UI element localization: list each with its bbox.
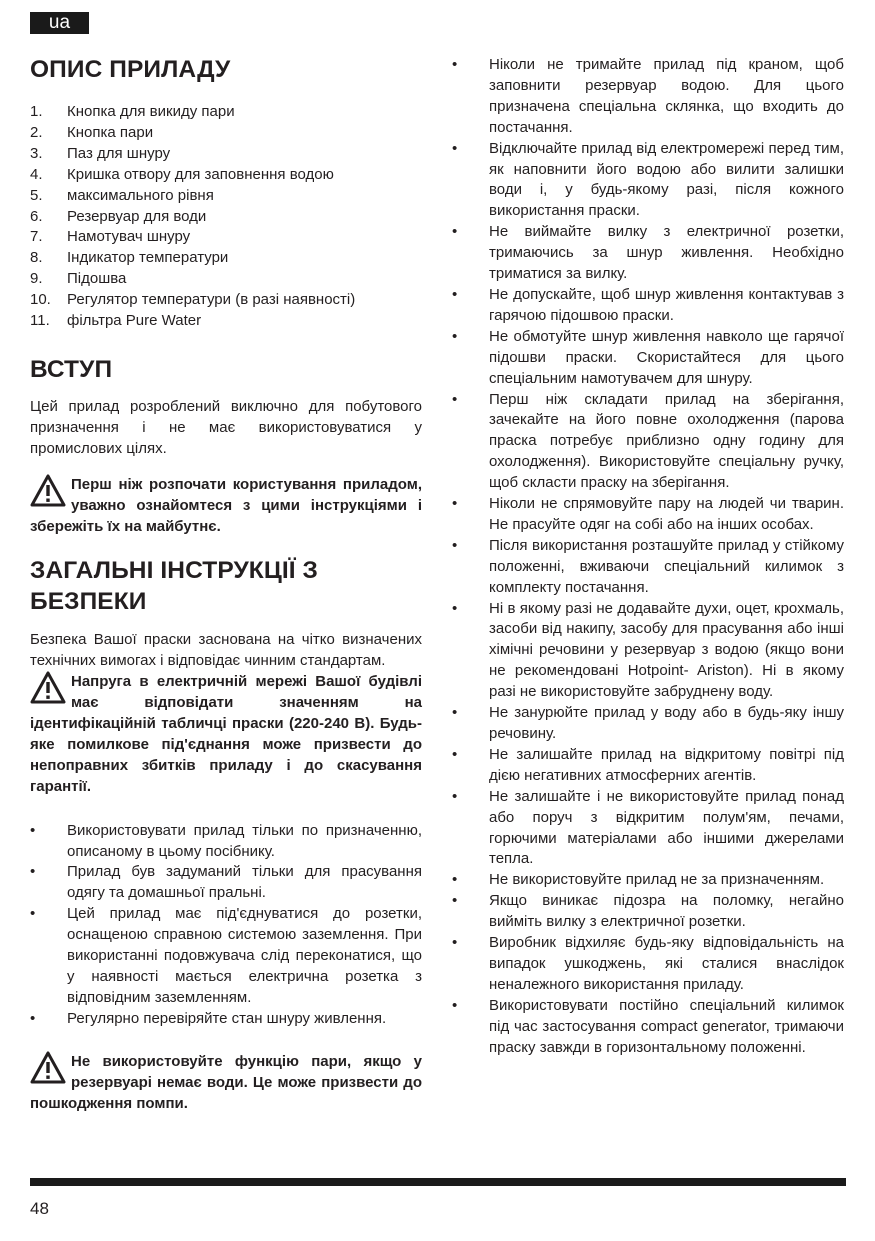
bullet-text: Виробник відхиляє будь-яку відповідальність на випадок ушкоджень, які сталися внаслідок неналежного використання приладу. — [489, 934, 844, 993]
bullet-dot-icon: • — [452, 704, 458, 722]
bullet-dot-icon: • — [452, 495, 458, 513]
bullet-item — [30, 821, 422, 863]
heading-description: ОПИС ПРИЛАДУ — [30, 56, 231, 83]
bullet-dot-icon: • — [452, 892, 458, 910]
bullet-item — [452, 870, 844, 891]
bullet-item — [452, 996, 844, 1059]
part-label: фільтра Pure Water — [67, 312, 202, 330]
part-label: Кнопка пари — [67, 123, 154, 141]
warning-triangle-icon — [30, 671, 66, 705]
bullet-dot-icon: • — [452, 139, 458, 157]
bullet-text: Не обмотуйте шнур живлення навколо ще гарячої підошви праски. Скористайтеся для цього спеціальним намотувачем для шнуру. — [489, 327, 844, 387]
bullet-item — [452, 745, 844, 787]
bullet-dot-icon: • — [452, 223, 458, 241]
bullet-text: Використовувати постійно спеціальний килимок під час застосування compact generator, тримаючи праску завжди в горизонтальному положенні. — [489, 996, 844, 1056]
left-bullet-list — [30, 821, 422, 1030]
bullet-dot-icon: • — [30, 863, 36, 881]
part-label: Індикатор температури — [67, 249, 229, 267]
bullet-text: Не занурюйте прилад у воду або в будь-яку іншу речовину. — [489, 704, 844, 742]
bullet-dot-icon: • — [452, 787, 458, 805]
bullet-text: Не залишайте і не використовуйте прилад понад або поруч з відкритим полум'ям, печами, горючими матеріалами або іншими джерелами тепла. — [489, 787, 844, 868]
warning-steam-no-water — [30, 1052, 422, 1115]
bullet-dot-icon: • — [452, 390, 458, 408]
bullet-item — [452, 55, 844, 139]
language-tab: ua — [30, 12, 89, 34]
bullet-text: Прилад був задуманий тільки для прасування одягу та домашньої пральні. — [67, 863, 422, 902]
part-number: 3. — [30, 144, 43, 162]
part-item — [30, 227, 422, 248]
heading-safety: ЗАГАЛЬНІ ІНСТРУКЦІЇ З БЕЗПЕКИ — [30, 557, 318, 616]
part-number: 6. — [30, 207, 43, 225]
bullet-text: Використовувати прилад тільки по призначенню, описаному в цьому посібнику. — [67, 821, 422, 860]
bullet-text: Перш ніж складати прилад на зберігання, зачекайте на його повне охолодження (парова праска потребує приблизно одну годину для охолодження). Використовуйте спеціальну ручку, щоб скласти праску на зберігання. — [489, 390, 844, 492]
bullet-dot-icon: • — [452, 56, 458, 73]
bullet-item — [452, 285, 844, 327]
bullet-text: Не використовуйте прилад не за призначенням. — [489, 871, 825, 889]
warning-read-instructions — [30, 475, 422, 538]
bullet-item — [452, 390, 844, 495]
part-number: 5. — [30, 186, 43, 204]
part-item — [30, 207, 422, 228]
bullet-item — [30, 904, 422, 1009]
part-item — [30, 165, 422, 186]
bullet-text: Не залишайте прилад на відкритому повітрі під дією негативних атмосферних агентів. — [489, 745, 844, 784]
bullet-text: Ніколи не спрямовуйте пару на людей чи тварин. Не прасуйте одяг на собі або на інших особах. — [489, 495, 844, 533]
warning-read-instructions-text: Перш ніж розпочати користування приладом, уважно ознайомтеся з цими інструкціями і збережіть їх на майбутнє. — [30, 475, 422, 535]
part-number: 9. — [30, 270, 43, 288]
page-number: 48 — [30, 1199, 49, 1218]
right-bullet-list — [452, 55, 844, 1059]
part-label: Резервуар для води — [67, 207, 207, 225]
bullet-dot-icon: • — [452, 599, 458, 617]
part-item — [30, 144, 422, 165]
bullet-dot-icon: • — [30, 821, 36, 839]
bullet-dot-icon: • — [30, 1009, 36, 1027]
part-label: Регулятор температури (в разі наявності) — [67, 291, 356, 309]
bullet-dot-icon: • — [452, 996, 458, 1014]
right-column — [452, 55, 844, 1059]
part-number: 4. — [30, 165, 43, 183]
bullet-dot-icon: • — [452, 745, 458, 763]
bullet-item — [452, 327, 844, 390]
part-number: 10. — [30, 291, 51, 309]
part-label: максимального рівня — [67, 186, 214, 204]
warning-triangle-icon — [30, 474, 66, 508]
part-item — [30, 269, 422, 290]
part-item — [30, 123, 422, 144]
warning-triangle-icon — [30, 1051, 66, 1085]
bullet-item — [452, 599, 844, 704]
bullet-dot-icon: • — [452, 934, 458, 952]
bullet-text: Ні в якому разі не додавайте духи, оцет, крохмаль, засоби від накипу, засобу для прасування або інші хімічні речовини у резервуар з водою (якщо вони не рекомендовані Hotpoint- Ariston). Ні в якому разі не використовуйте забруднену воду. — [489, 599, 844, 701]
warning-voltage-text: Напруга в електричній мережі Вашої будівлі має відповідати значенням на ідентифікаційній табличці праски (220-240 В). Будь-яке помилкове під'єднання може призвести до непоправних збитків приладу і до скасування гарантії. — [30, 673, 422, 795]
bullet-item — [452, 536, 844, 599]
bullet-item — [452, 494, 844, 536]
bullet-text: Не допускайте, щоб шнур живлення контактував з гарячою підошвою праски. — [489, 285, 844, 324]
heading-intro: ВСТУП — [30, 355, 113, 383]
part-item — [30, 248, 422, 269]
bullet-text: Після використання розташуйте прилад у стійкому положенні, вживаючи спеціальний килимок з комплекту постачання. — [489, 536, 844, 596]
part-label: Кнопка для викиду пари — [67, 103, 235, 120]
bullet-text: Відключайте прилад від електромережі перед тим, як наповнити його водою або вилити залишки води і, у будь-якому разі, після кожного використання праски. — [489, 139, 844, 220]
bullet-item — [452, 222, 844, 285]
parts-list — [30, 102, 422, 332]
part-number: 7. — [30, 228, 43, 246]
bullet-item — [452, 787, 844, 871]
safety-text: Безпека Вашої праски заснована на чітко визначених технічних вимогах і відповідає чинним стандартам. — [30, 631, 422, 670]
bullet-text: Не виймайте вилку з електричної розетки, тримаючись за шнур живлення. Необхідно триматися за вилку. — [489, 223, 844, 283]
bullet-item — [452, 703, 844, 745]
bullet-item — [452, 933, 844, 996]
part-number: 2. — [30, 123, 43, 141]
bullet-dot-icon: • — [452, 536, 458, 554]
part-label: Паз для шнуру — [67, 144, 171, 162]
part-number: 1. — [30, 103, 43, 120]
part-item — [30, 311, 422, 332]
part-item — [30, 102, 422, 123]
part-number: 11. — [30, 312, 50, 330]
part-number: 8. — [30, 249, 43, 267]
bullet-item — [452, 139, 844, 223]
part-item — [30, 186, 422, 207]
part-label: Кришка отвору для заповнення водою — [67, 165, 334, 183]
bullet-dot-icon: • — [30, 905, 36, 923]
bullet-dot-icon: • — [452, 327, 458, 345]
part-label: Намотувач шнуру — [67, 228, 191, 246]
bullet-text: Регулярно перевіряйте стан шнуру живлення. — [67, 1009, 387, 1027]
left-column — [30, 54, 422, 1114]
footer-divider — [30, 1178, 846, 1186]
intro-text: Цей прилад розроблений виключно для побутового призначення і не має використовуватися у промислових цілях. — [30, 397, 422, 457]
warning-voltage — [30, 672, 422, 797]
part-item — [30, 290, 422, 311]
bullet-text: Цей прилад має під'єднуватися до розетки, оснащеною справною системою заземлення. При використанні подовжувача слід переконатися, що у наявності мається електрична розетка з відповідним заземленням. — [67, 905, 422, 1006]
bullet-dot-icon: • — [452, 871, 458, 889]
bullet-text: Якщо виникає підозра на поломку, негайно вийміть вилку з електричної розетки. — [489, 892, 844, 931]
bullet-item — [30, 862, 422, 904]
bullet-dot-icon: • — [452, 285, 458, 303]
bullet-item — [30, 1009, 422, 1030]
bullet-text: Ніколи не тримайте прилад під краном, щоб заповнити резервуар водою. Для цього призначена спеціальна склянка, що входить до постачання. — [489, 56, 844, 136]
bullet-item — [452, 891, 844, 933]
warning-steam-no-water-text: Не використовуйте функцію пари, якщо у резервуарі немає води. Це може призвести до пошкодження помпи. — [30, 1052, 422, 1112]
part-label: Підошва — [67, 270, 127, 288]
